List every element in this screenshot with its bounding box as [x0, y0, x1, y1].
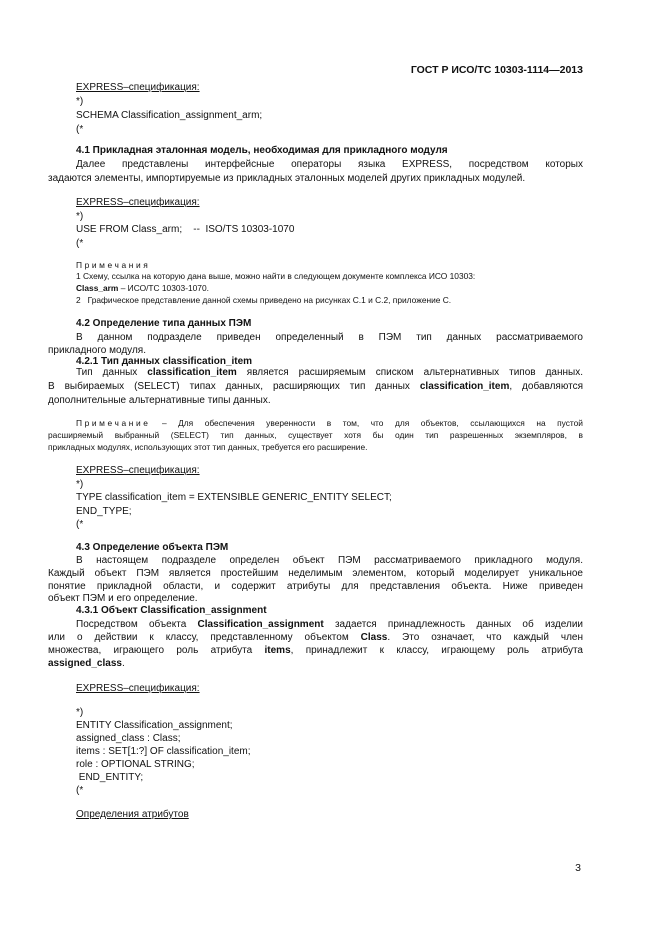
note-item: 2 Графическое представление данной схемы приведено на рисунках C.1 и C.2, приложение C. — [76, 295, 452, 305]
paragraph-line: объект ПЭМ и его определение. — [48, 593, 198, 604]
text: является расширяемым списком альтернативных типов данных. — [236, 367, 583, 378]
entity-name: Class — [360, 632, 388, 643]
express-spec-label: EXPRESS–спецификация: — [76, 82, 200, 93]
text: задается принадлежность данных об изделии — [323, 619, 583, 630]
entity-name: Classification_assignment — [197, 619, 324, 630]
section-4-1-heading: 4.1 Прикладная эталонная модель, необходимая для прикладного модуля — [76, 145, 448, 156]
entity-line: ENTITY Classification_assignment; — [76, 720, 233, 731]
text: , добавляются — [509, 381, 583, 392]
paragraph-line — [48, 658, 125, 670]
attribute-definitions-heading: Определения атрибутов — [76, 809, 189, 820]
schema-name: Class_arm — [76, 283, 119, 293]
note-line: прикладных модулях, использующих этот тип данных, требуется его расширение. — [48, 442, 368, 452]
text: . Это означает, что каждый член — [387, 632, 584, 643]
paragraph-line: В настоящем подразделе определен объект ПЭМ рассматриваемого прикладного модуля. — [76, 555, 583, 566]
use-from-line: USE FROM Class_arm; -- ISO/TS 10303-1070 — [76, 224, 295, 235]
paragraph-line: прикладного модуля. — [48, 345, 146, 356]
note-item: 1 Схему, ссылка на которую дана выше, можно найти в следующем документе комплекса ИСО 10303: — [76, 271, 476, 281]
note-line — [76, 418, 583, 429]
paragraph-line: В данном подразделе приведен определенный в ПЭМ тип данных рассматриваемого — [76, 332, 583, 343]
note-text: – Для обеспечения уверенности в том, что для объектов, ссылающихся на пустой — [150, 418, 583, 428]
express-spec-label: EXPRESS–спецификация: — [76, 465, 200, 476]
type-line: TYPE classification_item = EXTENSIBLE GENERIC_ENTITY SELECT; — [76, 492, 392, 503]
paragraph-line: Далее представлены интерфейсные операторы языка EXPRESS, посредством которых — [76, 159, 583, 170]
comment-open: *) — [76, 707, 84, 718]
comment-close: (* — [76, 124, 84, 135]
note-item — [76, 283, 209, 294]
end-entity-line: END_ENTITY; — [76, 772, 144, 783]
comment-open: *) — [76, 211, 84, 222]
note-line: расширяемый выбранный (SELECT) тип данных, существует хотя бы один тип разрешенных экземпляров, в — [48, 430, 583, 440]
text: Тип данных — [76, 367, 148, 378]
comment-open: *) — [76, 479, 84, 490]
paragraph-line: Каждый объект ПЭМ является простейшим неделимым элементом, который моделирует уникальное — [48, 568, 583, 579]
comment-close: (* — [76, 519, 84, 530]
paragraph-line: задаются элементы, импортируемые из прикладных эталонных моделей других прикладных модулей. — [48, 173, 526, 184]
attribute-name: items — [264, 645, 291, 656]
section-4-2-1-heading: 4.2.1 Тип данных classification_item — [76, 356, 253, 367]
note-label: Примечание — [76, 418, 151, 428]
paragraph-line: дополнительные альтернативные типы данных. — [48, 395, 271, 406]
paragraph-line — [48, 645, 583, 657]
attribute-line: role : OPTIONAL STRING; — [76, 759, 195, 770]
section-4-3-heading: 4.3 Определение объекта ПЭМ — [76, 542, 229, 553]
end-type-line: END_TYPE; — [76, 506, 132, 517]
text: или о действии к классу, представленному объектом — [48, 632, 361, 643]
paragraph-line: понятие прикладной области, и содержит атрибуты для представления объекта. Ниже приведен — [48, 581, 583, 592]
text: множества, играющего роль атрибута — [48, 645, 265, 656]
attribute-line: assigned_class : Class; — [76, 733, 181, 744]
text: В выбираемых (SELECT) типах данных, расширяющих тип данных — [48, 381, 420, 392]
comment-open: *) — [76, 96, 84, 107]
section-4-2-heading: 4.2 Определение типа данных ПЭМ — [76, 318, 252, 329]
type-name: classification_item — [147, 367, 237, 378]
attribute-name: assigned_class — [48, 658, 122, 669]
text: Посредством объекта — [76, 619, 198, 630]
notes-title: Примечания — [76, 260, 151, 270]
attribute-line: items : SET[1:?] OF classification_item; — [76, 746, 251, 757]
note-text: – ИСО/ТС 10303-1070. — [118, 283, 209, 293]
type-name: classification_item — [419, 381, 510, 392]
paragraph-line — [48, 632, 583, 644]
document-header: ГОСТ Р ИСО/ТС 10303-1114—2013 — [410, 64, 583, 76]
section-4-3-1-heading: 4.3.1 Объект Classification_assignment — [76, 605, 267, 616]
comment-close: (* — [76, 238, 84, 249]
text: . — [121, 658, 125, 669]
page-number: 3 — [575, 862, 581, 874]
express-spec-label: EXPRESS–спецификация: — [76, 197, 200, 208]
paragraph-line — [48, 381, 583, 393]
paragraph-line — [76, 367, 583, 379]
express-spec-label: EXPRESS–спецификация: — [76, 683, 200, 694]
comment-close: (* — [76, 785, 84, 796]
schema-line: SCHEMA Classification_assignment_arm; — [76, 110, 263, 121]
paragraph-line — [76, 619, 583, 631]
text: , принадлежит к классу, играющему роль атрибута — [290, 645, 583, 656]
